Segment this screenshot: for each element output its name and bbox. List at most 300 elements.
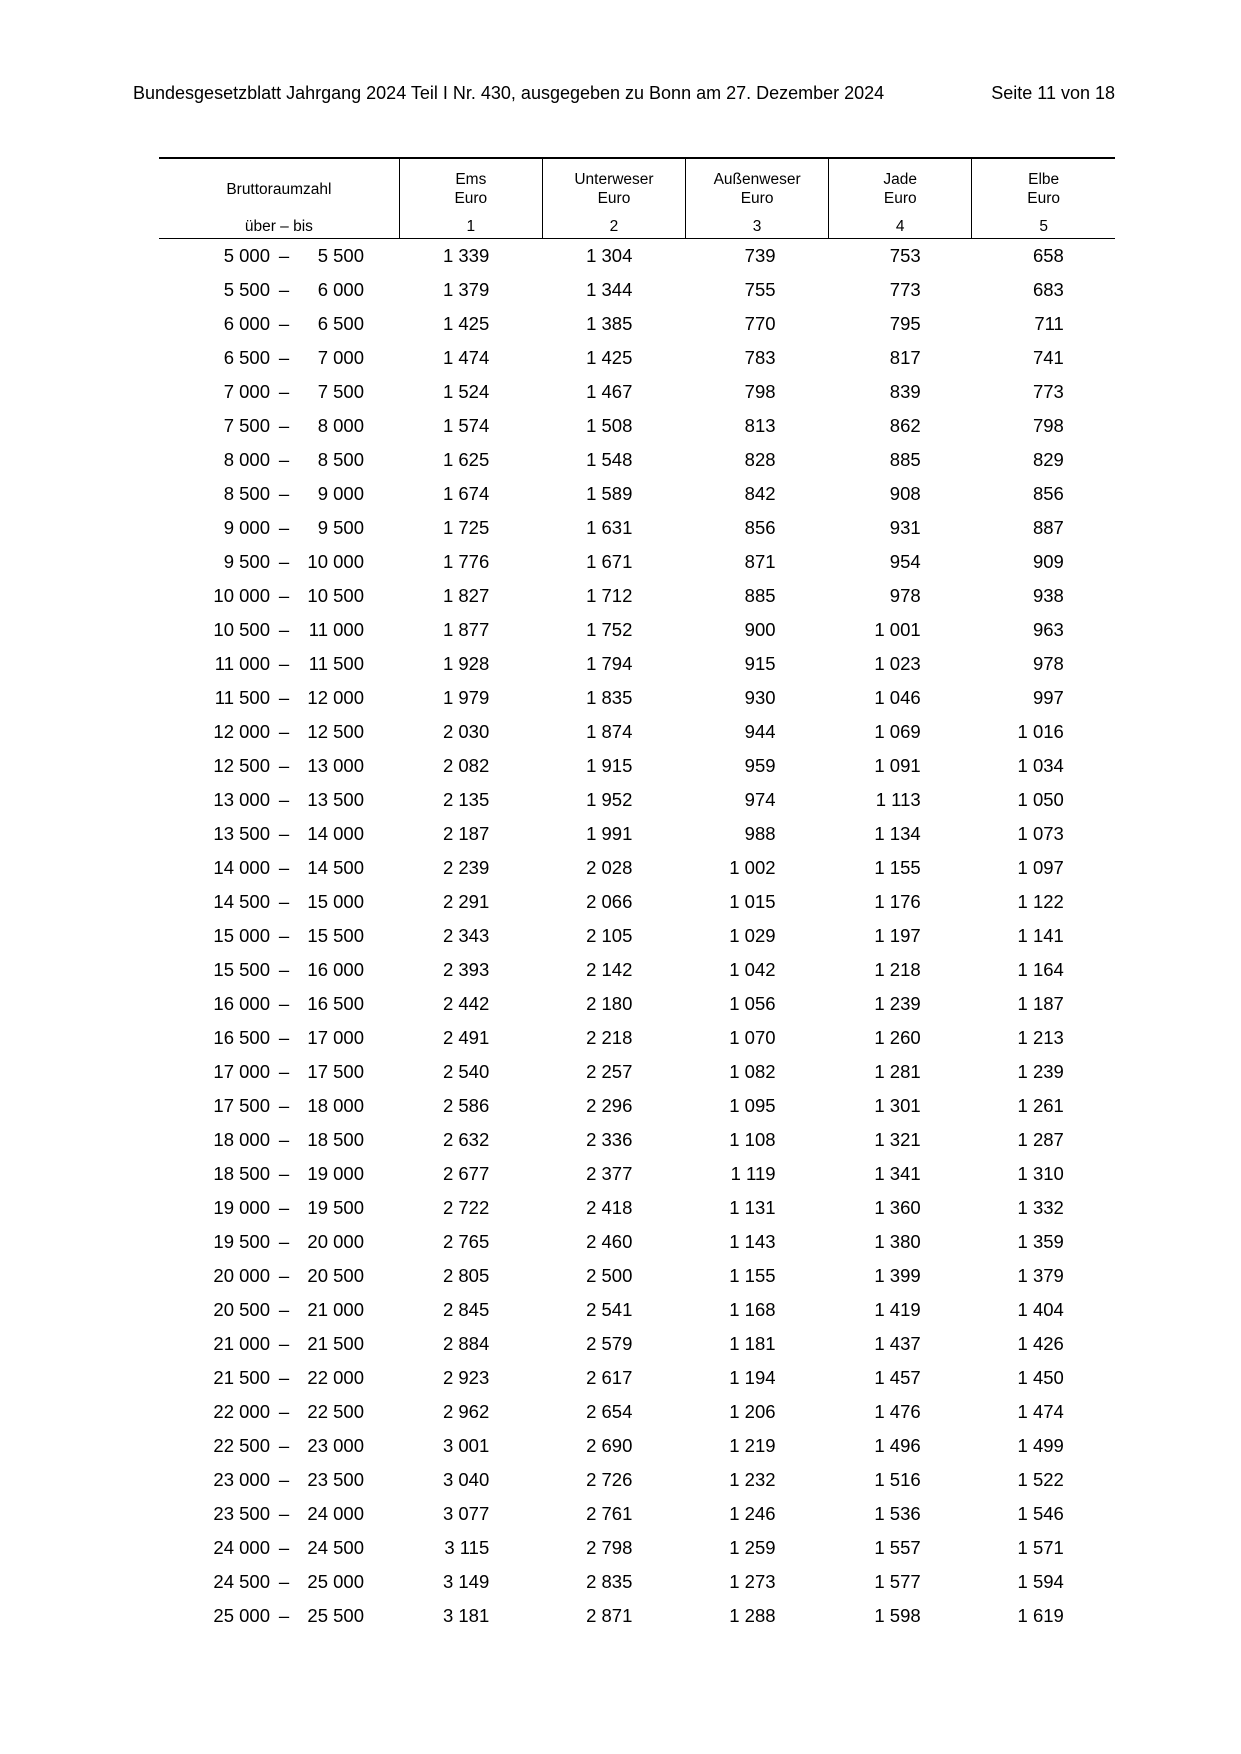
- fee-value: 1 574: [442, 415, 490, 436]
- fee-cell-col-1: [399, 511, 542, 545]
- bruttoraumzahl-range: [159, 375, 399, 409]
- fee-cell-col-2: [542, 1191, 685, 1225]
- fee-cell-col-4: [829, 273, 972, 307]
- fee-value: 1 029: [729, 925, 776, 946]
- fee-value: 1 246: [729, 1503, 776, 1524]
- fee-cell-col-5: [972, 1021, 1115, 1055]
- range-dash: –: [278, 1231, 290, 1252]
- fee-value: 2 082: [442, 755, 490, 776]
- fee-value: 2 218: [586, 1027, 633, 1048]
- range-dash: –: [278, 313, 290, 334]
- fee-value: 1 557: [874, 1537, 921, 1558]
- fee-cell-col-4: [829, 1429, 972, 1463]
- bruttoraumzahl-range: [159, 681, 399, 715]
- table-row: [159, 307, 1115, 341]
- range-from: 11 000: [214, 653, 270, 674]
- fee-value: 773: [889, 279, 921, 300]
- fee-cell-col-2: [542, 443, 685, 477]
- fee-value: 1 141: [1017, 925, 1064, 946]
- fee-cell-col-2: [542, 613, 685, 647]
- column-header-elbe: Elbe Euro: [972, 158, 1115, 213]
- fee-value: 2 343: [442, 925, 490, 946]
- fee-cell-col-1: [399, 375, 542, 409]
- fee-value: 2 962: [442, 1401, 490, 1422]
- range-from: 24 500: [213, 1571, 270, 1592]
- fee-value: 658: [1032, 245, 1064, 266]
- range-from: 7 000: [223, 381, 270, 402]
- fee-value: 2 291: [442, 891, 490, 912]
- range-from: 13 000: [213, 789, 270, 810]
- fee-value: 1 108: [729, 1129, 776, 1150]
- fee-cell-col-5: [972, 545, 1115, 579]
- range-dash: –: [278, 619, 290, 640]
- fee-cell-col-2: [542, 375, 685, 409]
- fee-cell-col-4: [829, 715, 972, 749]
- range-to: 22 000: [307, 1367, 364, 1388]
- fee-value: 1 332: [1017, 1197, 1064, 1218]
- range-from: 16 500: [213, 1027, 270, 1048]
- column-number-2: 2: [542, 213, 685, 239]
- fee-value: 2 579: [586, 1333, 633, 1354]
- fee-value: 1 344: [586, 279, 633, 300]
- fee-value: 2 142: [586, 959, 633, 980]
- fee-value: 1 360: [874, 1197, 921, 1218]
- fee-cell-col-1: [399, 579, 542, 613]
- fee-value: 978: [889, 585, 921, 606]
- fee-value: 2 871: [586, 1605, 633, 1626]
- fee-value: 1 399: [874, 1265, 921, 1286]
- fee-cell-col-4: [829, 1497, 972, 1531]
- fee-cell-col-2: [542, 273, 685, 307]
- fee-value: 1 952: [586, 789, 633, 810]
- fee-cell-col-5: [972, 1395, 1115, 1429]
- fee-value: 2 393: [442, 959, 490, 980]
- fee-value: 813: [744, 415, 776, 436]
- bruttoraumzahl-range: [159, 1259, 399, 1293]
- range-from: 23 000: [213, 1469, 270, 1490]
- fee-value: 1 725: [442, 517, 490, 538]
- table-row: [159, 1293, 1115, 1327]
- fee-cell-col-2: [542, 1565, 685, 1599]
- fee-value: 2 105: [586, 925, 633, 946]
- fee-value: 755: [744, 279, 776, 300]
- fee-value: 741: [1032, 347, 1064, 368]
- fee-cell-col-4: [829, 1021, 972, 1055]
- fee-value: 711: [1034, 313, 1064, 334]
- fee-value: 1 341: [874, 1163, 921, 1184]
- fee-value: 1 095: [729, 1095, 776, 1116]
- fee-cell-col-2: [542, 341, 685, 375]
- table-row: [159, 1123, 1115, 1157]
- bruttoraumzahl-range: [159, 783, 399, 817]
- range-from: 19 500: [213, 1231, 270, 1252]
- fee-cell-col-3: [686, 545, 829, 579]
- bruttoraumzahl-range: [159, 239, 399, 274]
- range-to: 16 000: [307, 959, 364, 980]
- fee-value: 1 206: [729, 1401, 776, 1422]
- fee-value: 2 030: [442, 721, 490, 742]
- fee-value: 1 176: [874, 891, 921, 912]
- fee-value: 1 260: [874, 1027, 921, 1048]
- bruttoraumzahl-range: [159, 1463, 399, 1497]
- fee-cell-col-1: [399, 1395, 542, 1429]
- fee-cell-col-1: [399, 1497, 542, 1531]
- fee-cell-col-5: [972, 307, 1115, 341]
- fee-cell-col-1: [399, 1259, 542, 1293]
- fee-value: 828: [744, 449, 776, 470]
- fee-value: 963: [1032, 619, 1064, 640]
- fee-cell-col-5: [972, 1293, 1115, 1327]
- range-to: 15 000: [307, 891, 364, 912]
- fee-cell-col-5: [972, 477, 1115, 511]
- fee-value: 2 722: [442, 1197, 490, 1218]
- fee-value: 1 425: [586, 347, 633, 368]
- table-row: [159, 1565, 1115, 1599]
- range-to: 6 000: [317, 279, 364, 300]
- fee-value: 2 761: [586, 1503, 633, 1524]
- fee-cell-col-4: [829, 1259, 972, 1293]
- publication-title: Bundesgesetzblatt Jahrgang 2024 Teil I Nr. 430, ausgegeben zu Bonn am 27. Dezember 2024: [133, 83, 885, 103]
- fee-value: 2 418: [586, 1197, 633, 1218]
- fee-cell-col-4: [829, 1123, 972, 1157]
- bruttoraumzahl-range: [159, 953, 399, 987]
- fee-cell-col-5: [972, 1157, 1115, 1191]
- range-from: 12 500: [213, 755, 270, 776]
- range-to: 23 500: [307, 1469, 364, 1490]
- fee-value: 839: [889, 381, 921, 402]
- fee-value: 885: [744, 585, 776, 606]
- fee-value: 1 594: [1017, 1571, 1064, 1592]
- range-from: 20 000: [213, 1265, 270, 1286]
- fee-value: 1 577: [874, 1571, 921, 1592]
- fee-cell-col-4: [829, 341, 972, 375]
- fee-value: 908: [889, 483, 921, 504]
- fee-cell-col-4: [829, 817, 972, 851]
- fee-value: 978: [1032, 653, 1064, 674]
- fee-cell-col-5: [972, 1191, 1115, 1225]
- fee-cell-col-2: [542, 1123, 685, 1157]
- fee-value: 1 042: [729, 959, 776, 980]
- table-row: [159, 715, 1115, 749]
- fee-cell-col-4: [829, 681, 972, 715]
- bruttoraumzahl-range: [159, 647, 399, 681]
- fee-cell-col-5: [972, 1089, 1115, 1123]
- fee-cell-col-4: [829, 1293, 972, 1327]
- range-dash: –: [278, 1333, 290, 1354]
- fee-cell-col-1: [399, 715, 542, 749]
- table-row: [159, 919, 1115, 953]
- bruttoraumzahl-range: [159, 1429, 399, 1463]
- fee-cell-col-2: [542, 1599, 685, 1633]
- range-dash: –: [278, 1299, 290, 1320]
- bruttoraumzahl-range: [159, 1599, 399, 1633]
- fee-value: 1 625: [442, 449, 490, 470]
- range-from: 8 500: [223, 483, 270, 504]
- fee-cell-col-5: [972, 613, 1115, 647]
- bruttoraumzahl-range: [159, 851, 399, 885]
- fee-value: 1 261: [1017, 1095, 1064, 1116]
- fee-value: 2 805: [442, 1265, 490, 1286]
- bruttoraumzahl-range: [159, 715, 399, 749]
- fee-value: 1 467: [586, 381, 633, 402]
- fee-value: 1 379: [1017, 1265, 1064, 1286]
- fee-cell-col-4: [829, 1463, 972, 1497]
- fee-cell-col-3: [686, 477, 829, 511]
- fee-value: 1 516: [874, 1469, 921, 1490]
- fee-cell-col-2: [542, 749, 685, 783]
- table-row: [159, 987, 1115, 1021]
- fee-value: 2 135: [442, 789, 490, 810]
- fee-cell-col-4: [829, 613, 972, 647]
- table-row: [159, 1429, 1115, 1463]
- column-number-1: 1: [399, 213, 542, 239]
- fee-cell-col-5: [972, 715, 1115, 749]
- fee-value: 683: [1032, 279, 1064, 300]
- table-row: [159, 1361, 1115, 1395]
- range-dash: –: [278, 551, 290, 572]
- column-number-4: 4: [829, 213, 972, 239]
- fee-cell-col-3: [686, 443, 829, 477]
- table-row: [159, 375, 1115, 409]
- fee-cell-col-1: [399, 443, 542, 477]
- range-dash: –: [278, 1367, 290, 1388]
- fee-value: 2 377: [586, 1163, 633, 1184]
- fee-cell-col-1: [399, 1293, 542, 1327]
- fee-cell-col-5: [972, 239, 1115, 274]
- fee-cell-col-2: [542, 953, 685, 987]
- fee-value: 1 419: [874, 1299, 921, 1320]
- table-row: [159, 1395, 1115, 1429]
- fee-cell-col-3: [686, 307, 829, 341]
- fee-value: 2 491: [442, 1027, 490, 1048]
- fee-cell-col-3: [686, 1225, 829, 1259]
- fee-value: 1 450: [1017, 1367, 1064, 1388]
- fee-value: 871: [744, 551, 776, 572]
- fee-value: 1 589: [586, 483, 633, 504]
- table-row: [159, 1021, 1115, 1055]
- fee-value: 2 028: [586, 857, 633, 878]
- range-to: 21 000: [307, 1299, 364, 1320]
- fee-value: 1 404: [1017, 1299, 1064, 1320]
- fee-value: 1 219: [729, 1435, 776, 1456]
- fee-cell-col-3: [686, 647, 829, 681]
- fee-value: 1 073: [1017, 823, 1064, 844]
- fee-cell-col-2: [542, 1531, 685, 1565]
- fee-cell-col-2: [542, 1293, 685, 1327]
- fee-value: 1 631: [586, 517, 633, 538]
- fee-value: 783: [744, 347, 776, 368]
- range-dash: –: [278, 381, 290, 402]
- fee-value: 930: [744, 687, 776, 708]
- fee-value: 1 082: [729, 1061, 776, 1082]
- fee-cell-col-3: [686, 1055, 829, 1089]
- fee-cell-col-2: [542, 715, 685, 749]
- fee-cell-col-2: [542, 307, 685, 341]
- fee-value: 3 001: [442, 1435, 490, 1456]
- fee-value: 2 239: [442, 857, 490, 878]
- range-to: 16 500: [307, 993, 364, 1014]
- fee-cell-col-4: [829, 885, 972, 919]
- fee-cell-col-5: [972, 1123, 1115, 1157]
- table-row: [159, 545, 1115, 579]
- fee-cell-col-1: [399, 1225, 542, 1259]
- fee-value: 1 069: [874, 721, 921, 742]
- range-to: 12 500: [307, 721, 364, 742]
- fee-cell-col-4: [829, 545, 972, 579]
- range-dash: –: [278, 1503, 290, 1524]
- fee-value: 2 798: [586, 1537, 633, 1558]
- fee-cell-col-1: [399, 681, 542, 715]
- range-from: 9 000: [223, 517, 270, 538]
- range-from: 23 500: [213, 1503, 270, 1524]
- fee-value: 2 500: [586, 1265, 633, 1286]
- fee-value: 2 442: [442, 993, 490, 1014]
- fee-cell-col-5: [972, 1225, 1115, 1259]
- fee-value: 3 181: [442, 1605, 490, 1626]
- fee-value: 2 296: [586, 1095, 633, 1116]
- fee-cell-col-1: [399, 919, 542, 953]
- fee-cell-col-2: [542, 1225, 685, 1259]
- fee-cell-col-1: [399, 1463, 542, 1497]
- fee-cell-col-3: [686, 1259, 829, 1293]
- fee-cell-col-2: [542, 817, 685, 851]
- fee-cell-col-1: [399, 1191, 542, 1225]
- fee-cell-col-1: [399, 1055, 542, 1089]
- fee-cell-col-4: [829, 1565, 972, 1599]
- fee-cell-col-3: [686, 1089, 829, 1123]
- fee-cell-col-5: [972, 749, 1115, 783]
- fee-cell-col-3: [686, 273, 829, 307]
- fee-value: 1 050: [1017, 789, 1064, 810]
- range-to: 22 500: [307, 1401, 364, 1422]
- fee-value: 2 654: [586, 1401, 633, 1422]
- page-number: Seite 11 von 18: [991, 83, 1115, 103]
- fee-cell-col-4: [829, 1327, 972, 1361]
- fee-value: 1 827: [442, 585, 490, 606]
- fee-value: 862: [889, 415, 921, 436]
- fee-value: 2 336: [586, 1129, 633, 1150]
- fee-value: 1 536: [874, 1503, 921, 1524]
- range-from: 10 000: [213, 585, 270, 606]
- table-row: [159, 851, 1115, 885]
- fee-cell-col-1: [399, 1157, 542, 1191]
- range-dash: –: [278, 1265, 290, 1286]
- range-from: 22 000: [213, 1401, 270, 1422]
- table-row: [159, 1157, 1115, 1191]
- range-dash: –: [278, 857, 290, 878]
- range-dash: –: [278, 347, 290, 368]
- bruttoraumzahl-range: [159, 477, 399, 511]
- fee-cell-col-3: [686, 987, 829, 1021]
- fee-value: 1 239: [1017, 1061, 1064, 1082]
- bruttoraumzahl-range: [159, 1361, 399, 1395]
- bruttoraumzahl-range: [159, 545, 399, 579]
- fee-value: 1 168: [729, 1299, 776, 1320]
- fee-value: 1 131: [729, 1197, 776, 1218]
- fee-cell-col-3: [686, 1021, 829, 1055]
- table-row: [159, 1191, 1115, 1225]
- column-header-jade: Jade Euro: [829, 158, 972, 213]
- fee-value: 1 218: [874, 959, 921, 980]
- fee-cell-col-5: [972, 375, 1115, 409]
- range-from: 14 500: [213, 891, 270, 912]
- fee-cell-col-4: [829, 783, 972, 817]
- fee-cell-col-4: [829, 987, 972, 1021]
- fee-value: 1 034: [1017, 755, 1064, 776]
- fee-cell-col-2: [542, 511, 685, 545]
- table-body: [159, 239, 1115, 1634]
- fee-cell-col-4: [829, 477, 972, 511]
- fee-cell-col-2: [542, 1089, 685, 1123]
- fee-value: 1 835: [586, 687, 633, 708]
- fee-cell-col-2: [542, 1327, 685, 1361]
- table-row: [159, 885, 1115, 919]
- fee-value: 2 884: [442, 1333, 490, 1354]
- fee-value: 2 923: [442, 1367, 490, 1388]
- fee-value: 1 301: [874, 1095, 921, 1116]
- table-row: [159, 443, 1115, 477]
- range-to: 18 000: [307, 1095, 364, 1116]
- range-from: 13 500: [213, 823, 270, 844]
- fee-cell-col-3: [686, 1327, 829, 1361]
- fee-cell-col-4: [829, 1361, 972, 1395]
- range-dash: –: [278, 245, 290, 266]
- fee-value: 1 385: [586, 313, 633, 334]
- fee-value: 1 339: [442, 245, 490, 266]
- range-from: 9 500: [223, 551, 270, 572]
- bruttoraumzahl-range: [159, 1531, 399, 1565]
- fee-cell-col-1: [399, 409, 542, 443]
- fee-value: 1 023: [874, 653, 921, 674]
- range-to: 17 500: [307, 1061, 364, 1082]
- range-to: 10 500: [307, 585, 364, 606]
- fee-value: 1 213: [1017, 1027, 1064, 1048]
- fee-value: 1 522: [1017, 1469, 1064, 1490]
- range-dash: –: [278, 959, 290, 980]
- fee-value: 2 690: [586, 1435, 633, 1456]
- fee-value: 2 765: [442, 1231, 490, 1252]
- range-dash: –: [278, 517, 290, 538]
- range-to: 23 000: [307, 1435, 364, 1456]
- fee-cell-col-1: [399, 749, 542, 783]
- range-from: 6 000: [223, 313, 270, 334]
- table-row: [159, 783, 1115, 817]
- bruttoraumzahl-range: [159, 749, 399, 783]
- fee-value: 1 259: [729, 1537, 776, 1558]
- fee-value: 900: [744, 619, 776, 640]
- fee-cell-col-3: [686, 783, 829, 817]
- fee-value: 1 187: [1017, 993, 1064, 1014]
- fee-value: 817: [889, 347, 921, 368]
- fee-cell-col-5: [972, 987, 1115, 1021]
- range-from: 22 500: [213, 1435, 270, 1456]
- fee-value: 2 257: [586, 1061, 633, 1082]
- table-row: [159, 647, 1115, 681]
- fee-value: 2 187: [442, 823, 490, 844]
- fee-cell-col-4: [829, 851, 972, 885]
- fee-value: 1 181: [729, 1333, 776, 1354]
- fee-value: 1 548: [586, 449, 633, 470]
- bruttoraumzahl-range: [159, 987, 399, 1021]
- fee-cell-col-3: [686, 817, 829, 851]
- fee-cell-col-2: [542, 919, 685, 953]
- fee-value: 2 541: [586, 1299, 633, 1320]
- range-from: 16 000: [213, 993, 270, 1014]
- fee-cell-col-3: [686, 919, 829, 953]
- fee-cell-col-4: [829, 953, 972, 987]
- range-from: 18 500: [213, 1163, 270, 1184]
- fee-cell-col-5: [972, 783, 1115, 817]
